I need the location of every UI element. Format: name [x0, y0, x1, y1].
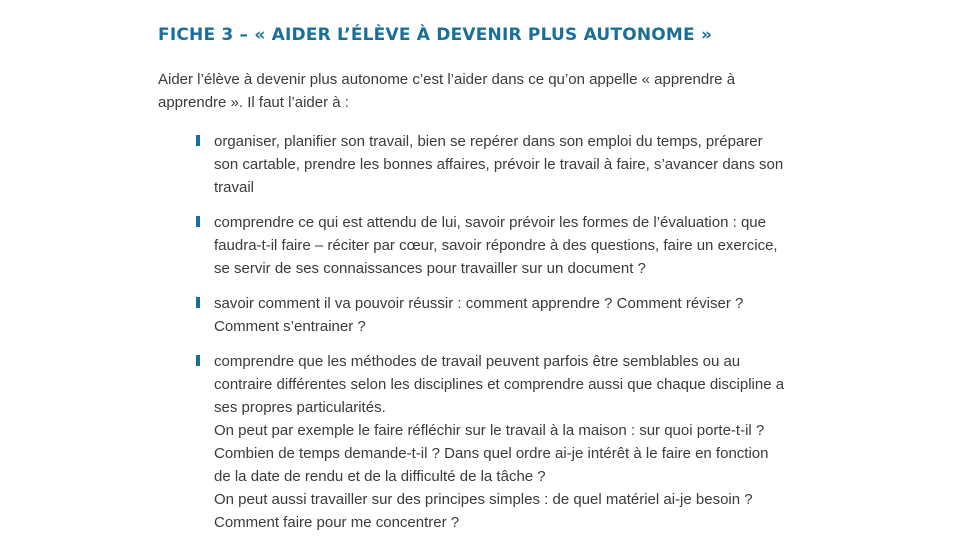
list-item	[158, 350, 788, 534]
list-item-text: organiser, planifier son travail, bien se repérer dans son emploi du temps, préparer son cartable, prendre les bonnes affaires, prévoir le travail à faire, s’avancer dans son travail	[214, 133, 784, 196]
list-item-extra-text: On peut par exemple le faire réfléchir sur le travail à la maison : sur quoi porte-t-il ? Combien de temps demande-t-il ? Dans quel ordre ai-je intérêt à le faire en fonction de la date de rendu et de la difficulté de la tâche ?	[214, 422, 769, 485]
list-item-text: comprendre ce qui est attendu de lui, savoir prévoir les formes de l’évaluation : que faudra-t-il faire – réciter par cœur, savoir répondre à des questions, faire un exercice, se servir de ses connaissances pour travailler sur un document ?	[214, 214, 778, 277]
bullet-marker-icon	[196, 355, 200, 366]
bullet-marker-icon	[196, 297, 200, 308]
document-page	[158, 22, 788, 546]
page-title: FICHE 3 – « AIDER L’ÉLÈVE À DEVENIR PLUS AUTONOME »	[158, 25, 713, 45]
bullet-marker-icon	[196, 216, 200, 227]
list-item	[158, 292, 788, 338]
list-item-text: savoir comment il va pouvoir réussir : comment apprendre ? Comment réviser ? Comment s’entrainer ?	[214, 295, 744, 335]
bullet-marker-icon	[196, 135, 200, 146]
intro-paragraph: Aider l’élève à devenir plus autonome c’est l’aider dans ce qu’on appelle « apprendre à apprendre ». Il faut l’aider à :	[158, 71, 736, 111]
bullet-list	[158, 130, 788, 534]
list-item	[158, 130, 788, 199]
list-item-extra-text: On peut aussi travailler sur des principes simples : de quel matériel ai-je besoin ? Comment faire pour me concentrer ?	[214, 491, 753, 531]
list-item	[158, 211, 788, 280]
list-item-text: comprendre que les méthodes de travail peuvent parfois être semblables ou au contraire différentes selon les disciplines et comprendre aussi que chaque discipline a ses propres particularités.	[214, 353, 785, 416]
